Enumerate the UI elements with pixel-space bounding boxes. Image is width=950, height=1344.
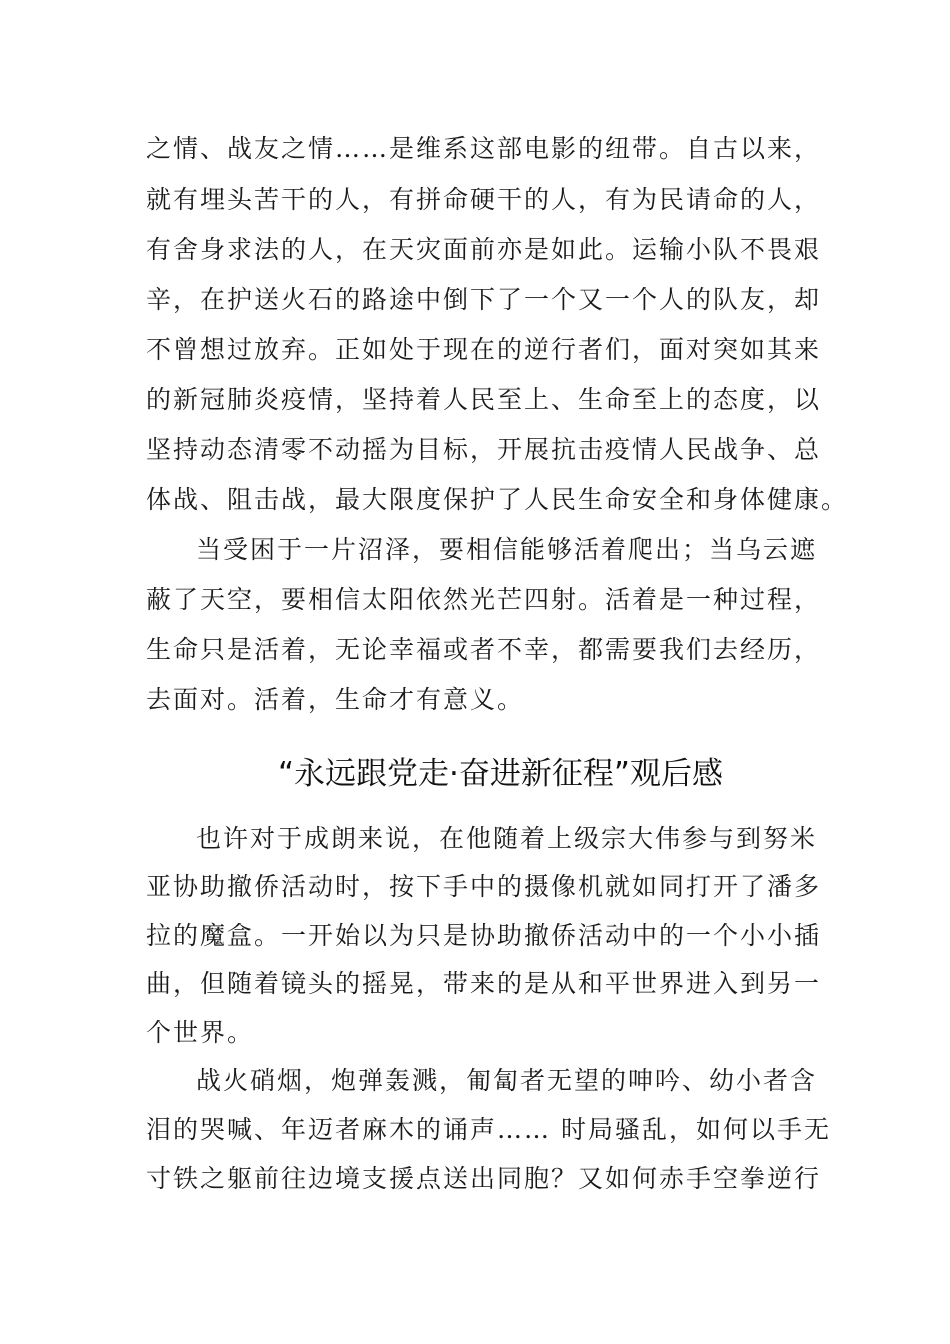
- paragraph-line: 个世界。: [146, 1018, 255, 1047]
- paragraph-line: 体战、阻击战，最大限度保护了人民生命安全和身体健康。: [146, 485, 849, 514]
- paragraph-line: 生命只是活着，无论幸福或者不幸，都需要我们去经历，: [146, 635, 822, 664]
- paragraph-line: 也许对于成朗来说，在他随着上级宗大伟参与到努米: [196, 824, 818, 853]
- paragraph-line: 坚持动态清零不动摇为目标，开展抗击疫情人民战争、总: [146, 435, 822, 464]
- paragraph-line: 寸铁之躯前往边境支援点送出同胞？又如何赤手空拳逆行: [146, 1164, 822, 1193]
- paragraph-line: 拉的魔盒。一开始以为只是协助撤侨活动中的一个小小插: [146, 921, 822, 950]
- paragraph-line: 有舍身求法的人，在天灾面前亦是如此。运输小队不畏艰: [146, 235, 822, 264]
- paragraph-line: 当受困于一片沼泽，要相信能够活着爬出；当乌云遮: [196, 535, 818, 564]
- paragraph-line: 亚协助撤侨活动时，按下手中的摄像机就如同打开了潘多: [146, 872, 822, 901]
- paragraph-line: 的新冠肺炎疫情，坚持着人民至上、生命至上的态度，以: [146, 385, 822, 414]
- paragraph-line: 战火硝烟，炮弹轰溅，匍匐者无望的呻吟、幼小者含: [196, 1066, 818, 1095]
- paragraph-line: 曲，但随着镜头的摇晃，带来的是从和平世界进入到另一: [146, 969, 822, 998]
- paragraph-line: 就有埋头苦干的人，有拼命硬干的人，有为民请命的人，: [146, 185, 822, 214]
- paragraph-line: 不曾想过放弃。正如处于现在的逆行者们，面对突如其来: [146, 335, 822, 364]
- paragraph-line: 辛，在护送火石的路途中倒下了一个又一个人的队友，却: [146, 285, 822, 314]
- paragraph-line: 之情、战友之情……是维系这部电影的纽带。自古以来，: [146, 134, 822, 163]
- section-heading: “永远跟党走·奋进新征程”观后感: [278, 756, 723, 792]
- paragraph-line: 泪的哭喊、年迈者麻木的诵声…… 时局骚乱，如何以手无: [146, 1115, 831, 1144]
- paragraph-line: 蔽了天空，要相信太阳依然光芒四射。活着是一种过程，: [146, 585, 822, 614]
- paragraph-line: 去面对。活着，生命才有意义。: [146, 685, 525, 714]
